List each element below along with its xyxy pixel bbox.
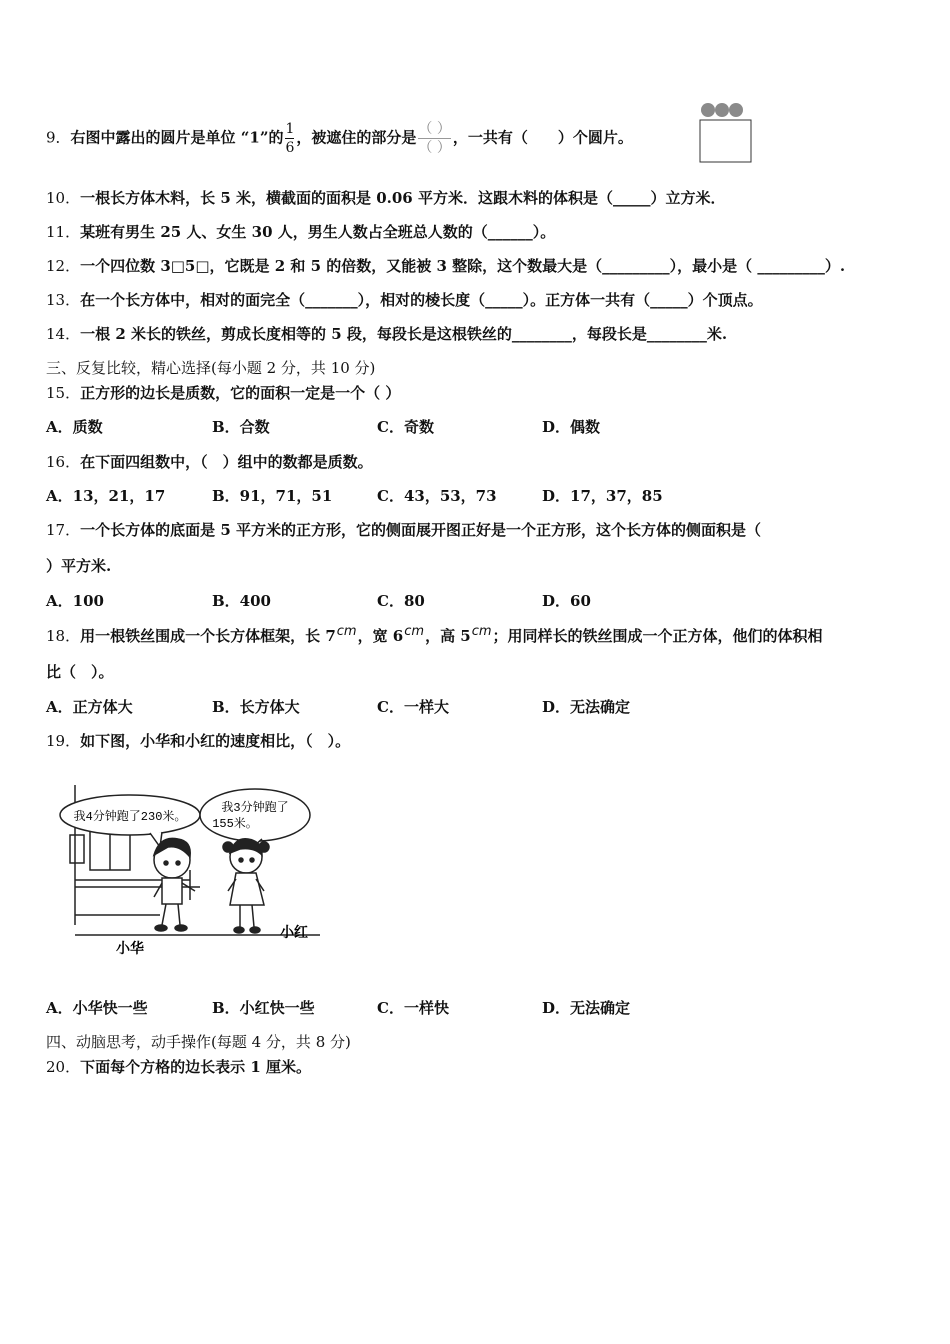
question-text: 在下面四组数中，（ ）组中的数都是质数。 bbox=[80, 453, 373, 471]
running-kids-illustration bbox=[50, 775, 330, 965]
question-11 bbox=[46, 221, 555, 242]
q18-option-b[interactable]: B．长方体大 bbox=[212, 698, 300, 716]
q15-option-b[interactable]: B．合数 bbox=[212, 418, 270, 436]
q19-option-a[interactable]: A．小华快一些 bbox=[46, 999, 148, 1017]
girl-name-label: 小红 bbox=[280, 925, 308, 941]
circle-1 bbox=[701, 103, 715, 117]
question-text-b: ，宽 6 bbox=[357, 627, 404, 645]
question-number: 10． bbox=[46, 189, 81, 207]
q19-option-b[interactable]: B．小红快一些 bbox=[212, 999, 315, 1017]
question-text-3: ，一共有（ ）个圆片。 bbox=[452, 128, 633, 147]
unit-cm: cm bbox=[404, 624, 425, 639]
question-text: 一根 2 米长的铁丝，剪成长度相等的 5 段，每段长是这根铁丝的________，每段长是________米. bbox=[80, 325, 728, 343]
circle-2 bbox=[715, 103, 729, 117]
unit-cm: cm bbox=[336, 624, 357, 639]
q16-option-b[interactable]: B．91，71，51 bbox=[212, 487, 333, 505]
girl-figure bbox=[223, 839, 269, 933]
question-12 bbox=[46, 255, 845, 276]
q17-option-b[interactable]: B．400 bbox=[212, 592, 271, 610]
boy-name-label: 小华 bbox=[116, 941, 144, 957]
q18-option-a[interactable]: A．正方体大 bbox=[46, 698, 133, 716]
question-9 bbox=[46, 120, 633, 157]
question-number: 18． bbox=[46, 627, 81, 645]
question-14 bbox=[46, 323, 727, 344]
question-17-cont: ）平方米. bbox=[46, 557, 112, 575]
circles-box-figure bbox=[697, 100, 755, 166]
question-text-d: ；用同样长的铁丝围成一个正方体，他们的体积相 bbox=[492, 627, 823, 645]
q15-option-d[interactable]: D．偶数 bbox=[542, 418, 601, 436]
bubble-2-line-2: 155米。 bbox=[212, 817, 258, 831]
section-4-heading: 四、动脑思考，动手操作(每题 4 分，共 8 分) bbox=[46, 1033, 351, 1051]
question-number: 17． bbox=[46, 521, 81, 539]
question-text: 下面每个方格的边长表示 1 厘米。 bbox=[80, 1058, 311, 1076]
question-19 bbox=[46, 730, 350, 751]
bubble-2-line-1: 我3分钟跑了 bbox=[221, 801, 289, 815]
question-text: 如下图，小华和小红的速度相比，（ ）。 bbox=[80, 732, 351, 750]
fraction-denominator: 6 bbox=[285, 140, 295, 156]
q15-option-a[interactable]: A．质数 bbox=[46, 418, 103, 436]
question-17 bbox=[46, 519, 761, 540]
question-number: 9． bbox=[46, 128, 71, 147]
question-text: 正方形的边长是质数，它的面积一定是一个（ ） bbox=[80, 384, 401, 402]
fraction-one-sixth bbox=[285, 120, 294, 157]
question-number: 11． bbox=[46, 223, 81, 241]
question-number: 12． bbox=[46, 257, 81, 275]
q16-option-d[interactable]: D．17，37，85 bbox=[542, 487, 663, 505]
question-text-c: ，高 5 bbox=[425, 627, 471, 645]
question-13 bbox=[46, 289, 763, 310]
blank-fraction[interactable] bbox=[418, 120, 450, 157]
question-number: 13． bbox=[46, 291, 81, 309]
blank-numerator: （ ） bbox=[418, 121, 451, 137]
question-16 bbox=[46, 451, 373, 472]
unit-cm: cm bbox=[471, 624, 492, 639]
boy-figure bbox=[154, 838, 195, 931]
question-number: 14． bbox=[46, 325, 81, 343]
question-text-a: 用一根铁丝围成一个长方体框架，长 7 bbox=[80, 627, 336, 645]
q18-option-d[interactable]: D．无法确定 bbox=[542, 698, 631, 716]
question-text-2: ，被遮住的部分是 bbox=[296, 128, 417, 147]
question-text: 一个长方体的底面是 5 平方米的正方形，它的侧面展开图正好是一个正方形，这个长方体的侧面积是（ bbox=[80, 521, 761, 539]
question-text: 右图中露出的圆片是单位 “1”的 bbox=[70, 128, 284, 147]
question-number: 19． bbox=[46, 732, 81, 750]
q19-option-d[interactable]: D．无法确定 bbox=[542, 999, 631, 1017]
question-text: 在一个长方体中，相对的面完全（_______），相对的棱长度（_____）。正方体一共有（_____）个顶点。 bbox=[80, 291, 763, 309]
question-number: 15． bbox=[46, 384, 81, 402]
q18-option-c[interactable]: C．一样大 bbox=[377, 698, 449, 716]
q15-option-c[interactable]: C．奇数 bbox=[377, 418, 434, 436]
section-3-heading: 三、反复比较，精心选择(每小题 2 分，共 10 分) bbox=[46, 359, 376, 377]
cover-box bbox=[700, 120, 751, 162]
question-number: 20． bbox=[46, 1058, 81, 1076]
question-number: 16． bbox=[46, 453, 81, 471]
fraction-numerator: 1 bbox=[285, 121, 295, 137]
circle-3 bbox=[729, 103, 743, 117]
q17-option-c[interactable]: C．80 bbox=[377, 592, 425, 610]
blank-denominator: （ ） bbox=[418, 140, 451, 156]
question-text: 某班有男生 25 人、女生 30 人，男生人数占全班总人数的（______）。 bbox=[80, 223, 556, 241]
q17-option-d[interactable]: D．60 bbox=[542, 592, 591, 610]
question-15 bbox=[46, 382, 400, 403]
question-text: 一个四位数 3□5□，它既是 2 和 5 的倍数，又能被 3 整除，这个数最大是（_________），最小是（ _________）. bbox=[80, 257, 846, 275]
question-10 bbox=[46, 187, 725, 208]
question-20 bbox=[46, 1056, 311, 1077]
question-text: 一根长方体木料，长 5 米，横截面的面积是 0.06 平方米．这跟木料的体积是（_____）立方米． bbox=[80, 189, 726, 207]
speech-bubble-2 bbox=[200, 789, 310, 841]
question-18 bbox=[46, 624, 823, 646]
bubble-1-text: 我4分钟跑了230米。 bbox=[73, 810, 187, 824]
question-18-cont: 比（ ）。 bbox=[46, 663, 114, 681]
q17-option-a[interactable]: A．100 bbox=[46, 592, 104, 610]
q19-option-c[interactable]: C．一样快 bbox=[377, 999, 449, 1017]
q16-option-a[interactable]: A．13，21，17 bbox=[46, 487, 166, 505]
q16-option-c[interactable]: C．43，53，73 bbox=[377, 487, 497, 505]
